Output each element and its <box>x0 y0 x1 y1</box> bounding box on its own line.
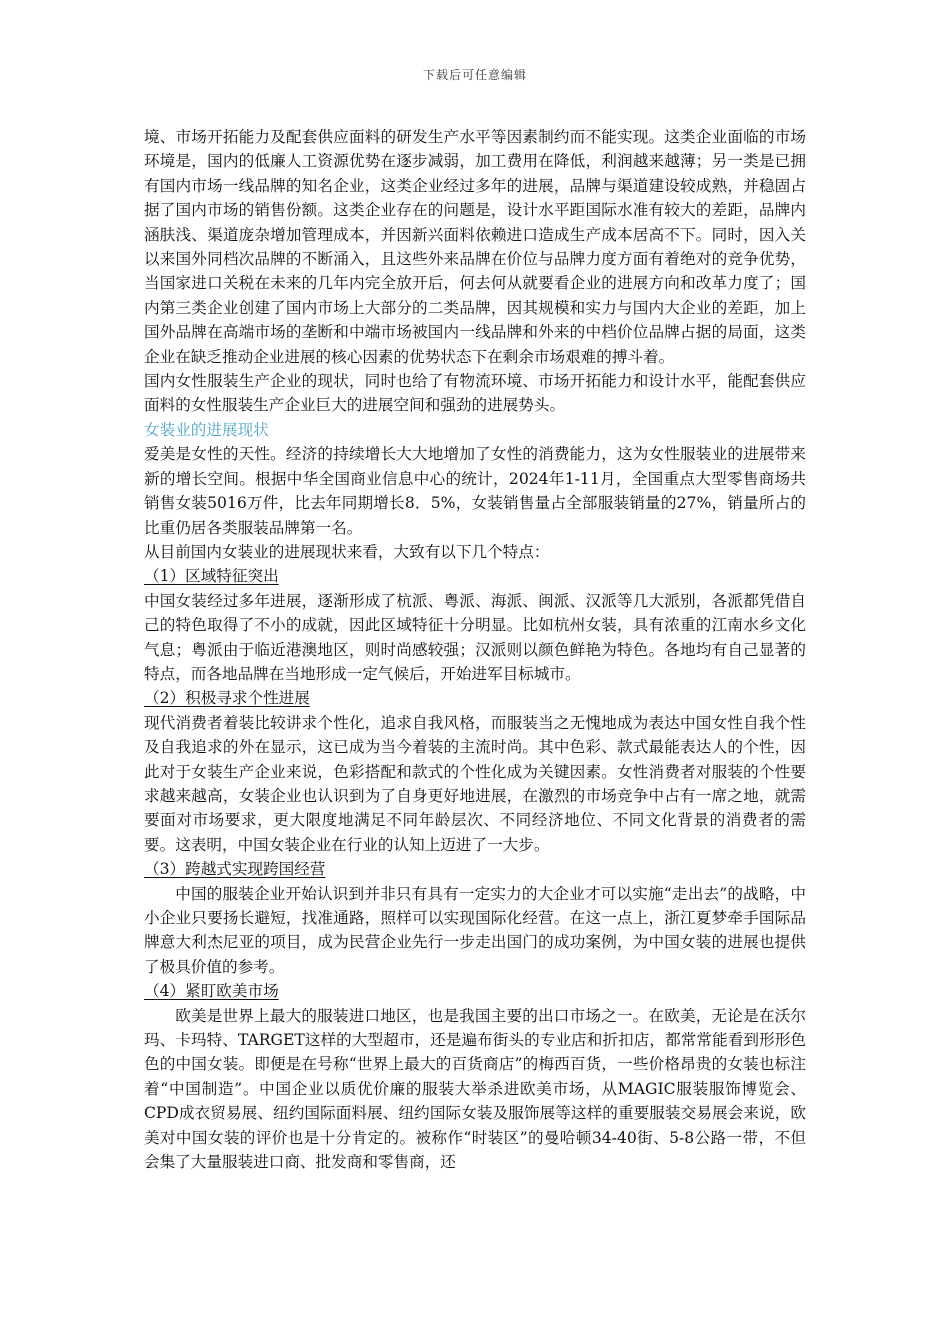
subheading <box>144 564 806 588</box>
paragraph: 从目前国内女装业的进展现状来看，大致有以下几个特点： <box>144 542 550 561</box>
subheading-text: （4）紧盯欧美市场 <box>144 982 279 1001</box>
paragraph: 中国的服装企业开始认识到并非只有具有一定实力的大企业才可以实施“走出去”的战略，中小企业只要扬长避短，找准通路，照样可以实现国际化经营。在这一点上，浙江夏梦牵手国际品牌意大利杰尼亚的项目，成为民营企业先行一步走出国门的成功案例，为中国女装的进展也提供了极具价值的参考。 <box>144 884 806 976</box>
subheading-text: （1）区域特征突出 <box>144 567 279 586</box>
subheading <box>144 686 806 710</box>
paragraph: 现代消费者着装比较讲求个性化，追求自我风格，而服装当之无愧地成为表达中国女性自我个性及自我追求的外在显示，这已成为当今着装的主流时尚。其中色彩、款式最能表达人的个性，因此对于女装生产企业来说，色彩搭配和款式的个性化成为关键因素。女性消费者对服装的个性要求越来越高，女装企业也认识到为了自身更好地进展，在激烈的市场竞争中占有一席之地，就需要面对市场要求，更大限度地满足不同年龄层次、不同经济地位、不同文化背景的消费者的需要。这表明，中国女装企业在行业的认知上迈进了一大步。 <box>144 713 806 854</box>
paragraph: 中国女装经过多年进展，逐渐形成了杭派、粤派、海派、闽派、汉派等几大派别，各派都凭借自己的特色取得了不小的成就，因此区域特征十分明显。比如杭州女装，具有浓重的江南水乡文化气息；粤派由于临近港澳地区，则时尚感较强；汉派则以颜色鲜艳为特色。各地均有自己显著的特点，而各地品牌在当地形成一定气候后，开始进军目标城市。 <box>144 591 806 683</box>
page-header: 下载后可任意编辑 <box>422 68 527 82</box>
subheading-text: （3）跨越式实现跨国经营 <box>144 860 326 879</box>
subheading-text: （2）积极寻求个性进展 <box>144 689 310 708</box>
subheading <box>144 979 806 1003</box>
subheading <box>144 857 806 881</box>
document-body <box>144 125 806 1174</box>
section-heading: 女装业的进展现状 <box>144 420 269 439</box>
paragraph: 爱美是女性的天性。经济的持续增长大大地增加了女性的消费能力，这为女性服装业的进展带来新的增长空间。根据中华全国商业信息中心的统计，2024年1-11月，全国重点大型零售商场共销售女装5016万件，比去年同期增长8．5%，女装销售量占全部服装销量的27%，销量所占的比重仍居各类服装品牌第一名。 <box>144 445 806 537</box>
paragraph: 欧美是世界上最大的服装进口地区，也是我国主要的出口市场之一。在欧美，无论是在沃尔玛、卡玛特、TARGET这样的大型超市，还是遍布街头的专业店和折扣店，都常常能看到形形色色的中国女装。即便是在号称“世界上最大的百货商店”的梅西百货，一些价格昂贵的女装也标注着“中国制造”。中国企业以质优价廉的服装大举杀进欧美市场，从MAGIC服装服饰博览会、CPD成衣贸易展、纽约国际面料展、纽约国际女装及服饰展等这样的重要服装交易展会来说，欧美对中国女装的评价也是十分肯定的。被称作“时装区”的曼哈顿34-40街、5-8公路一带，不但会集了大量服装进口商、批发商和零售商，还 <box>144 1006 806 1172</box>
paragraph: 国内女性服装生产企业的现状，同时也给了有物流环境、市场开拓能力和设计水平，能配套供应面料的女性服装生产企业巨大的进展空间和强劲的进展势头。 <box>144 372 806 415</box>
paragraph: 境、市场开拓能力及配套供应面料的研发生产水平等因素制约而不能实现。这类企业面临的市场环境是，国内的低廉人工资源优势在逐步减弱，加工费用在降低，利润越来越薄；另一类是已拥有国内市场一线品牌的知名企业，这类企业经过多年的进展，品牌与渠道建设较成熟，并稳固占据了国内市场的销售份额。这类企业存在的问题是，设计水平距国际水准有较大的差距，品牌内涵肤浅、渠道庞杂增加管理成本，并因新兴面料依赖进口造成生产成本居高不下。同时，因入关以来国外同档次品牌的不断涌入，且这些外来品牌在价位与品牌力度方面有着绝对的竞争优势，当国家进口关税在未来的几年内完全放开后，何去何从就要看企业的进展方向和改革力度了；国内第三类企业创建了国内市场上大部分的二类品牌，因其规模和实力与国内大企业的差距，加上国外品牌在高端市场的垄断和中端市场被国内一线品牌和外来的中档价位品牌占据的局面，这类企业在缺乏推动企业进展的核心因素的优势状态下在剩余市场艰难的搏斗着。 <box>144 128 806 366</box>
